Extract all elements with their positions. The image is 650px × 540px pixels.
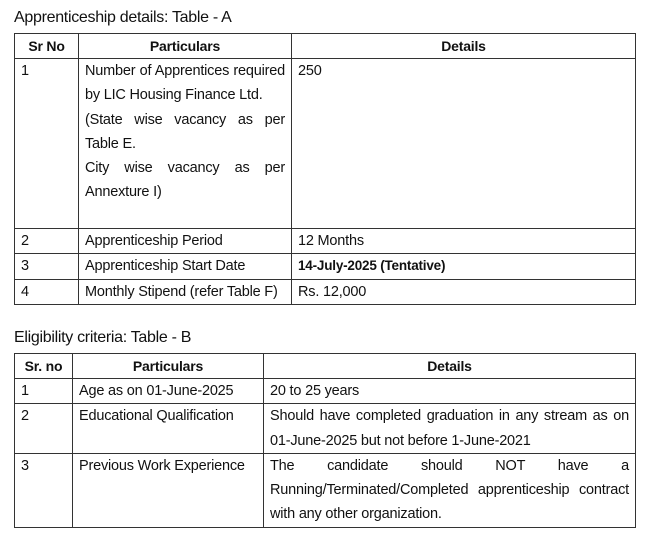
details-cell: 14-July-2025 (Tentative) [292,254,636,279]
table-row [15,279,636,304]
particulars-cell [79,59,292,229]
particulars-cell: Previous Work Experience [73,453,264,527]
sr-cell: 3 [15,453,73,527]
details-cell: Should have completed graduation in any stream as on 01-June-2025 but not before 1-June-2021 [264,404,636,454]
header-particulars: Particulars [79,34,292,59]
sr-cell: 1 [15,379,73,404]
sr-cell: 2 [15,404,73,454]
sr-cell: 4 [15,279,79,304]
details-cell: 20 to 25 years [264,379,636,404]
eligibility-criteria-table [14,353,636,528]
particulars-cell: Age as on 01-June-2025 [73,379,264,404]
particulars-line: Number of Apprentices required by LIC Housing Finance Ltd. [85,63,285,104]
table-a-title: Apprenticeship details: Table - A [14,9,232,26]
table-header-row [15,354,636,379]
table-row [15,379,636,404]
table-row [15,404,636,454]
particulars-cell: Apprenticeship Period [79,229,292,254]
details-cell: The candidate should NOT have a Running/Terminated/Completed apprenticeship contract with any other organization. [264,453,636,527]
header-particulars: Particulars [73,354,264,379]
particulars-line: (State wise vacancy as per Table E. [85,111,285,152]
header-details: Details [292,34,636,59]
particulars-cell: Educational Qualification [73,404,264,454]
table-b-title: Eligibility criteria: Table - B [14,329,192,346]
table-row [15,453,636,527]
header-sr-no: Sr No [15,34,79,59]
header-sr-no: Sr. no [15,354,73,379]
table-row [15,229,636,254]
particulars-cell: Monthly Stipend (refer Table F) [79,279,292,304]
apprenticeship-details-table [14,33,636,305]
sr-cell: 1 [15,59,79,229]
particulars-line: City wise vacancy as per Annexture I) [85,160,285,201]
particulars-cell: Apprenticeship Start Date [79,254,292,279]
table-row [15,254,636,279]
details-cell: 12 Months [292,229,636,254]
sr-cell: 2 [15,229,79,254]
header-details: Details [264,354,636,379]
table-header-row [15,34,636,59]
details-cell: 250 [292,59,636,229]
details-cell: Rs. 12,000 [292,279,636,304]
table-row [15,59,636,229]
sr-cell: 3 [15,254,79,279]
